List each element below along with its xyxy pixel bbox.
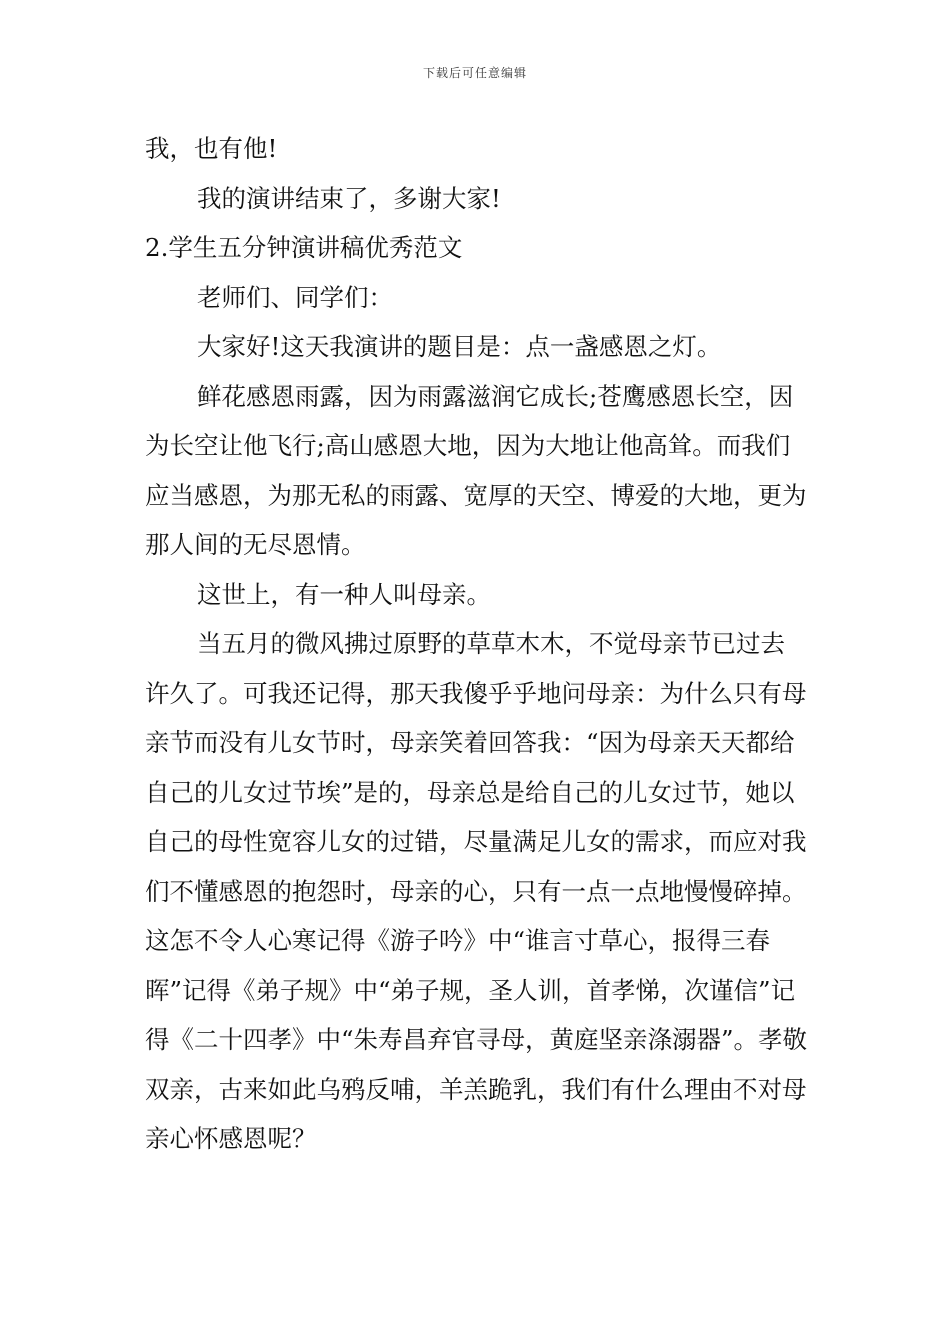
paragraph: 我，也有他!: [145, 134, 278, 163]
document-body: [145, 124, 809, 1164]
paragraph: 当五月的微风拂过原野的草草木木，不觉母亲节已过去许久了。可我还记得，那天我傻乎乎地问母亲：为什么只有母亲节而没有儿女节时，母亲笑着回答我：“因为母亲天天都给自己的儿女过节埃”是的，母亲总是给自己的儿女过节，她以自己的母性宽容儿女的过错，尽量满足儿女的需求，而应对我们不懂感恩的抱怨时，母亲的心，只有一点一点地慢慢碎掉。这怎不令人心寒记得《游子吟》中“谁言寸草心，报得三春晖”记得《弟子规》中“弟子规，圣人训，首孝悌，次谨信”记得《二十四孝》中“朱寿昌弃官寻母，黄庭坚亲涤溺器”。孝敬双亲，古来如此乌鸦反哺，羊羔跪乳，我们有什么理由不对母亲心怀感恩呢？: [145, 629, 808, 1153]
paragraph: 大家好!这天我演讲的题目是：点一盏感恩之灯。: [197, 332, 722, 361]
page-header: 下载后可任意编辑: [422, 66, 527, 80]
paragraph: 老师们、同学们：: [197, 282, 393, 312]
paragraph: 我的演讲结束了，多谢大家!: [197, 183, 501, 213]
section-heading: 2.学生五分钟演讲稿优秀范文: [145, 233, 463, 262]
paragraph: 鲜花感恩雨露，因为雨露滋润它成长;苍鹰感恩长空，因为长空让他飞行;高山感恩大地，因为大地让他高耸。而我们应当感恩，为那无私的雨露、宽厚的天空、博爱的大地，更为那人间的无尽恩情。: [145, 381, 807, 559]
paragraph: 这世上，有一种人叫母亲。: [197, 579, 491, 609]
